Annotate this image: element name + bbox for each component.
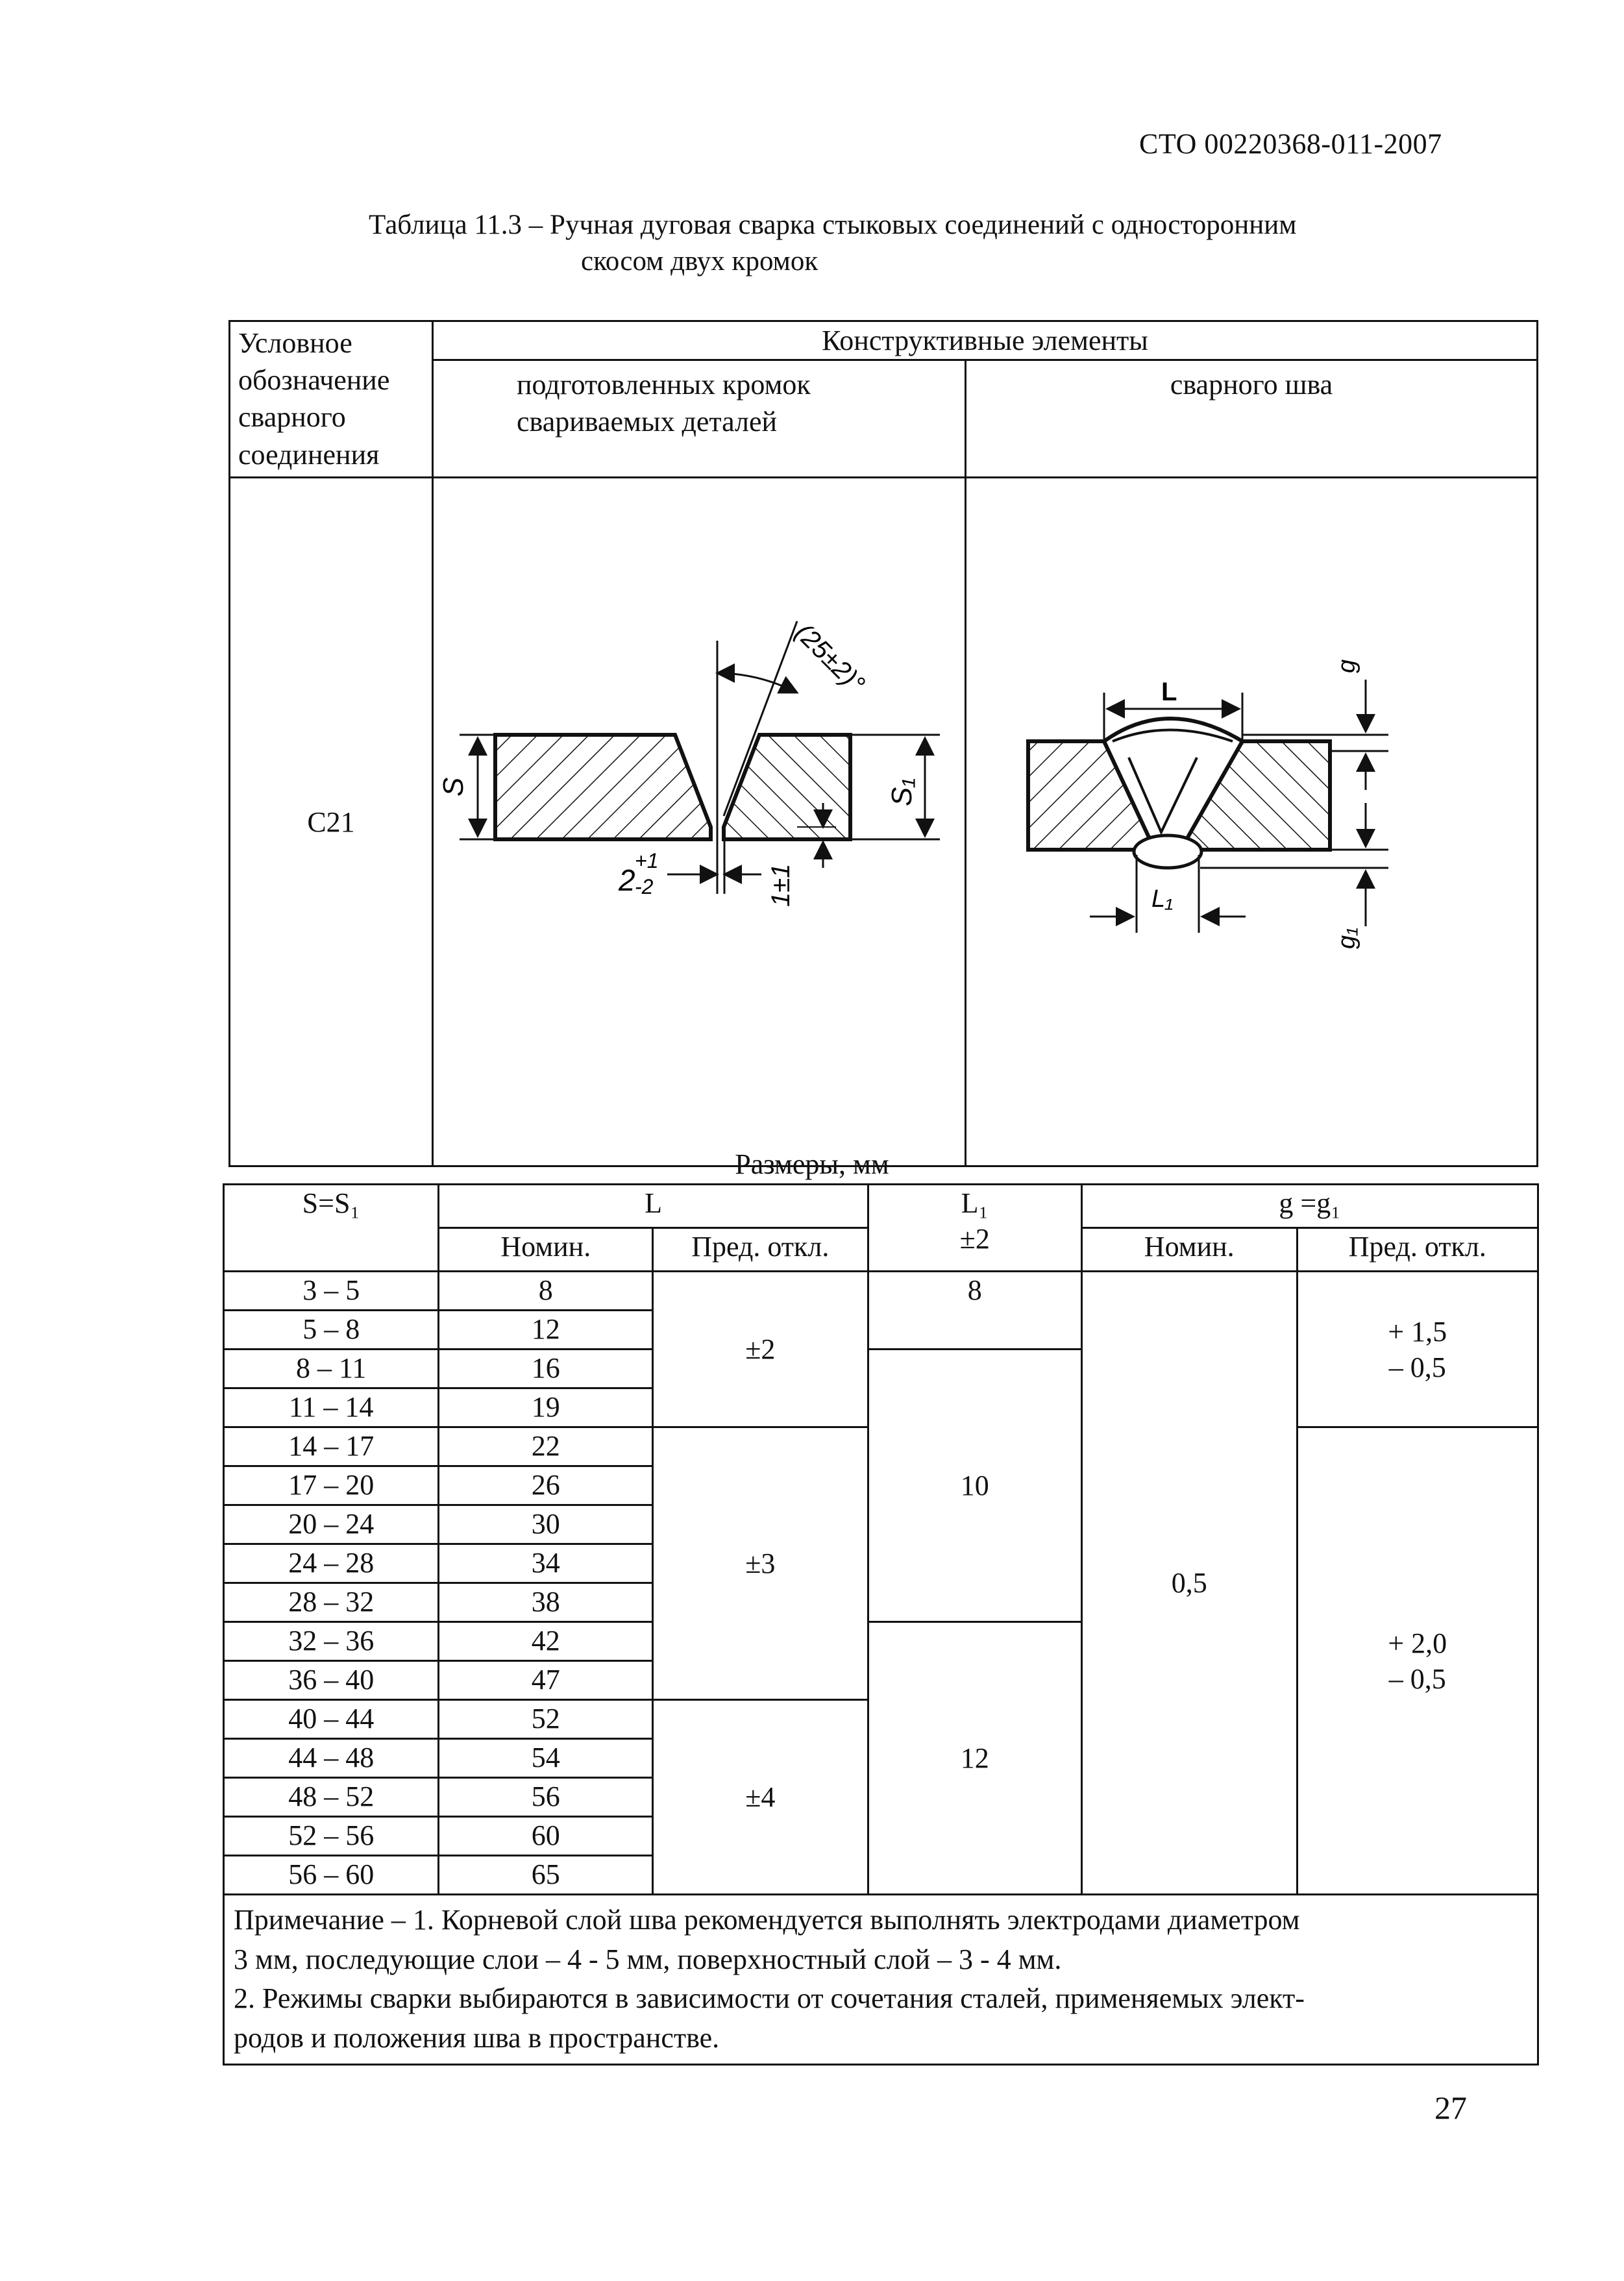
right-plate [724, 735, 850, 839]
page-number: 27 [1434, 2090, 1467, 2126]
weld-drawing [966, 478, 1536, 1156]
header-l: L [439, 1185, 868, 1228]
l-deviation-cell: ±2 [653, 1272, 868, 1427]
range-cell: 24 – 28 [224, 1544, 439, 1583]
designation-header: Условное обозначение сварного соединения [230, 321, 433, 478]
table-note: Примечание – 1. Корневой слой шва рекомендуется выполнять электродами диаметром 3 мм, последующие слои – 4 - 5 мм, поверхностный слой – 3 - 4 мм. 2. Режимы сварки выбираются в зависимости от сочетания сталей, применяемых элект- родов и положения шва в пространстве. [224, 1895, 1538, 2065]
sizes-title: Размеры, мм [735, 1148, 889, 1180]
l-nominal-cell: 42 [439, 1622, 653, 1661]
range-cell: 8 – 11 [224, 1350, 439, 1388]
document-code: СТО 00220368-011-2007 [1139, 128, 1442, 160]
header-g: g =g₁ [1081, 1185, 1538, 1228]
root-bead [1134, 835, 1201, 868]
range-cell: 56 – 60 [224, 1856, 439, 1895]
header-l1: L₁ ±2 [868, 1185, 1081, 1272]
label-gap-plus: +1 [635, 849, 659, 873]
header-g-nominal: Номин. [1081, 1228, 1297, 1272]
prepared-edges-header: подготовленных кромок свариваемых деталей [433, 360, 966, 478]
range-cell: 14 – 17 [224, 1427, 439, 1466]
l1-cell: 12 [868, 1622, 1081, 1895]
l-nominal-cell: 65 [439, 1856, 653, 1895]
l-nominal-cell: 60 [439, 1817, 653, 1856]
range-cell: 11 – 14 [224, 1388, 439, 1427]
l-nominal-cell: 26 [439, 1466, 653, 1505]
range-cell: 40 – 44 [224, 1700, 439, 1739]
l-deviation-cell: ±3 [653, 1427, 868, 1700]
weld-drawing-cell [966, 478, 1538, 1166]
l-nominal-cell: 12 [439, 1311, 653, 1350]
l-nominal-cell: 22 [439, 1427, 653, 1466]
edge-preparation-drawing [434, 478, 965, 1156]
table-caption-line1: Таблица 11.3 – Ручная дуговая сварка стыковых соединений с односторонним [369, 210, 1297, 240]
range-cell: 44 – 48 [224, 1739, 439, 1778]
l-deviation-cell: ±4 [653, 1700, 868, 1895]
l-nominal-cell: 19 [439, 1388, 653, 1427]
label-l: L [1161, 678, 1177, 707]
g-nominal-cell: 0,5 [1081, 1272, 1297, 1895]
l-nominal-cell: 16 [439, 1350, 653, 1388]
header-thickness: S=S₁ [224, 1185, 439, 1272]
range-cell: 48 – 52 [224, 1778, 439, 1817]
constructive-elements-header: Конструктивные элементы [433, 321, 1538, 360]
weld-header: сварного шва [966, 360, 1538, 478]
l1-cell: 10 [868, 1350, 1081, 1622]
g-deviation-cell: + 2,0 – 0,5 [1297, 1427, 1538, 1895]
label-angle: (25±2)° [789, 618, 870, 699]
l-nominal-cell: 30 [439, 1505, 653, 1544]
label-root-face: 1±1 [767, 863, 795, 907]
l-nominal-cell: 47 [439, 1661, 653, 1700]
header-l-deviation: Пред. откл. [653, 1228, 868, 1272]
label-g: g [1333, 660, 1360, 674]
l-nominal-cell: 54 [439, 1739, 653, 1778]
range-cell: 17 – 20 [224, 1466, 439, 1505]
range-cell: 3 – 5 [224, 1272, 439, 1311]
g-deviation-cell: + 1,5 – 0,5 [1297, 1272, 1538, 1427]
header-l-nominal: Номин. [439, 1228, 653, 1272]
l-nominal-cell: 52 [439, 1700, 653, 1739]
range-cell: 36 – 40 [224, 1661, 439, 1700]
label-gap: 2 [619, 863, 635, 898]
constructive-elements-table [228, 320, 1538, 1167]
range-cell: 32 – 36 [224, 1622, 439, 1661]
label-gap-minus: -2 [635, 875, 654, 899]
label-s1: S₁ [886, 778, 918, 807]
l-nominal-cell: 34 [439, 1544, 653, 1583]
range-cell: 28 – 32 [224, 1583, 439, 1622]
connection-code: С21 [230, 478, 433, 1166]
table-caption-line2: скосом двух кромок [581, 246, 818, 277]
l-nominal-cell: 56 [439, 1778, 653, 1817]
edge-preparation-drawing-cell [433, 478, 966, 1166]
l1-cell: 8 [868, 1272, 1081, 1350]
range-cell: 5 – 8 [224, 1311, 439, 1350]
dimensions-table [223, 1183, 1539, 2065]
label-g1: g₁ [1333, 928, 1360, 950]
l-nominal-cell: 8 [439, 1272, 653, 1311]
label-s: S [437, 777, 469, 797]
range-cell: 52 – 56 [224, 1817, 439, 1856]
range-cell: 20 – 24 [224, 1505, 439, 1544]
left-plate [495, 735, 711, 839]
label-l1: L₁ [1151, 885, 1174, 913]
header-g-deviation: Пред. откл. [1297, 1228, 1538, 1272]
l-nominal-cell: 38 [439, 1583, 653, 1622]
